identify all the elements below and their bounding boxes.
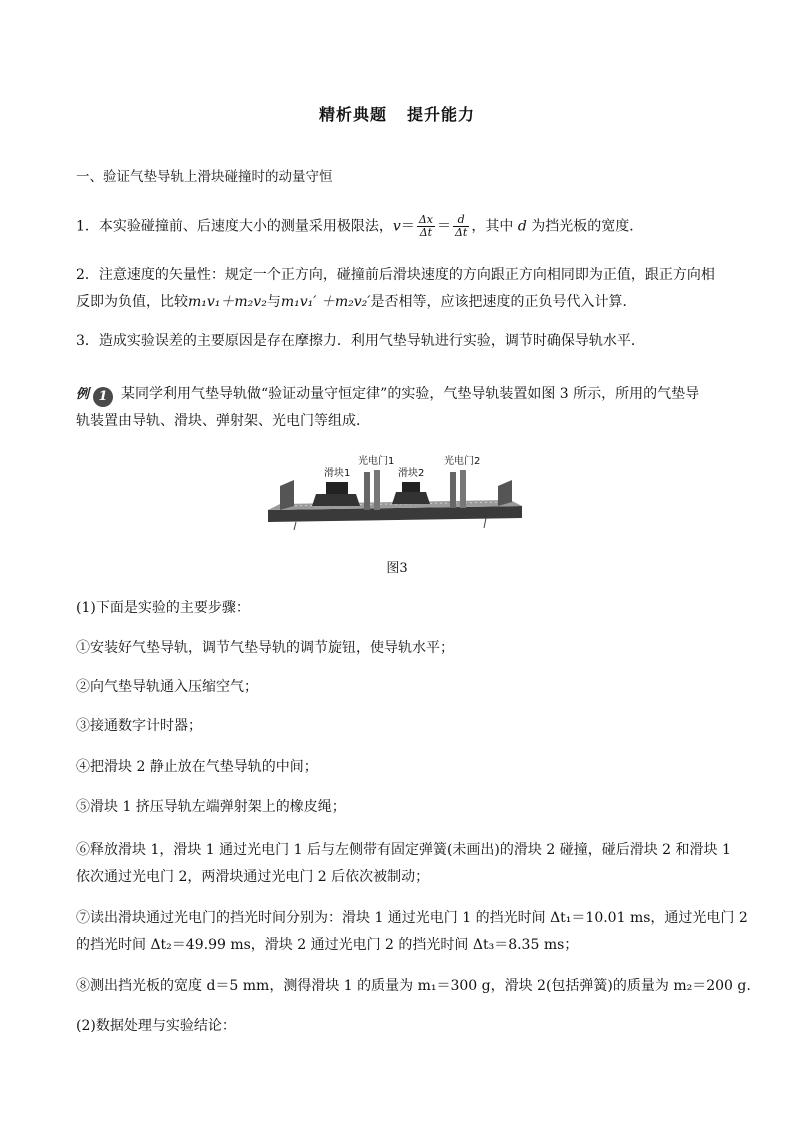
equals-sign: ＝ (400, 218, 415, 235)
point-2-line-2 (76, 292, 734, 312)
gate-2-right (460, 470, 466, 508)
title-part2: 提升能力 (407, 105, 476, 124)
example-label: 例 (76, 387, 90, 402)
steps-intro: (1)下面是实验的主要步骤： (76, 600, 250, 616)
gate-1-right (374, 470, 380, 510)
label-gate-1: 光电门1 (358, 456, 395, 467)
gate-2-left (450, 472, 456, 508)
label-slider-2: 滑块2 (398, 468, 425, 479)
figure-caption: 图3 (386, 561, 408, 576)
point-2-text-b: 是否相等，应该把速度的正负号代入计算． (370, 294, 637, 310)
label-gate-2: 光电门2 (444, 456, 481, 467)
point-2-text-a: 反即为负值，比较 (76, 294, 188, 310)
step-7-line-1: ⑦读出滑块通过光电门的挡光时间分别为：滑块 1 通过光电门 1 的挡光时间 Δt₁＝10.01 ms，通过光电门 2 (76, 910, 748, 926)
page-title (0, 102, 794, 125)
left-foot (294, 522, 296, 530)
label-slider-1: 滑块1 (324, 468, 351, 479)
example-text-1: 某同学利用气垫导轨做“验证动量守恒定律”的实验，气垫导轨装置如图 3 所示，所用的气垫导 (121, 386, 700, 402)
conclusion-intro: (2)数据处理与实验结论： (76, 1018, 236, 1034)
gate-1-left (364, 472, 370, 510)
slider-1-top (326, 482, 348, 494)
point-1-prefix: 1．本实验碰撞前、后速度大小的测量采用极限法， (76, 218, 393, 235)
point-1-suffix1: ，其中 (471, 218, 514, 235)
step-1: ①安装好气垫导轨，调节气垫导轨的调节旋钮，使导轨水平； (76, 640, 454, 656)
point-1-suffix2: 为挡光板的宽度． (531, 218, 644, 235)
point-2-line-1: 2．注意速度的矢量性：规定一个正方向，碰撞前后滑块速度的方向跟正方向相同即为正值，跟正方向相 (76, 267, 715, 283)
point-3: 3．造成实验误差的主要原因是存在摩擦力．利用气垫导轨进行实验，调节时确保导轨水平． (76, 333, 645, 349)
velocity-symbol: v (392, 218, 401, 235)
point-1 (76, 214, 734, 239)
fraction-d-dt (453, 214, 469, 239)
air-track-figure (260, 448, 530, 538)
equals-sign-2: ＝ (436, 218, 451, 235)
left-end-post (280, 480, 294, 510)
slider-2-body (392, 492, 430, 504)
d-symbol: d (517, 218, 527, 235)
numerator-d: d (457, 213, 465, 226)
step-6-line-1: ⑥释放滑块 1，滑块 1 通过光电门 1 后与左侧带有固定弹簧(未画出)的滑块 2 碰撞，碰后滑块 2 和滑块 1 (76, 842, 731, 858)
denominator-dt: Δt (419, 226, 433, 239)
denominator-dt-2: Δt (454, 226, 468, 239)
fraction-dx-dt (417, 214, 435, 239)
step-2: ②向气垫导轨通入压缩空气； (76, 679, 258, 695)
title-part1: 精析典题 (318, 105, 387, 124)
slider-1-body (312, 494, 360, 506)
step-8: ⑧测出挡光板的宽度 d＝5 mm，测得滑块 1 的质量为 m₁＝300 g，滑块 2(包括弹簧)的质量为 m₂＝200 g. (76, 978, 751, 994)
example-line-1 (76, 384, 734, 407)
step-6-line-2: 依次通过光电门 2，两滑块通过光电门 2 后依次被制动； (76, 869, 430, 885)
example-line-2: 轨装置由导轨、滑块、弹射架、光电门等组成． (76, 413, 370, 429)
step-4: ④把滑块 2 静止放在气垫导轨的中间； (76, 759, 318, 775)
section-heading: 一、验证气垫导轨上滑块碰撞时的动量守恒 (76, 169, 333, 185)
step-3: ③接通数字计时器； (76, 718, 202, 734)
step-7-line-2: 的挡光时间 Δt₂＝49.99 ms，滑块 2 通过光电门 2 的挡光时间 Δt₃＝8.35 ms； (76, 937, 579, 953)
point-2-and: 与 (266, 294, 281, 310)
numerator-dx: Δx (418, 213, 433, 226)
right-end-post (498, 480, 512, 506)
slider-2-top (402, 482, 420, 492)
right-foot (484, 518, 486, 528)
example-number-badge: 1 (93, 387, 113, 407)
step-5: ⑤滑块 1 挤压导轨左端弹射架上的橡皮绳； (76, 799, 346, 815)
momentum-before: m₁v₁＋m₂v₂ (188, 294, 267, 310)
momentum-after: m₁v₁′ ＋m₂v₂′ (280, 294, 371, 310)
